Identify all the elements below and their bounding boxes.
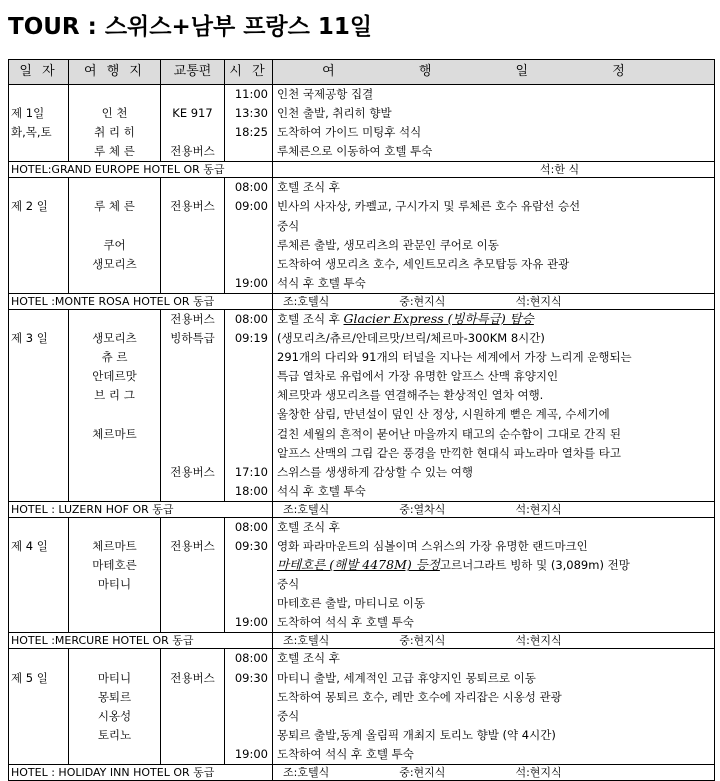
schedule-line: 호텔 조식 후 [277,180,340,195]
meal-2: 중:현지식 [399,294,446,308]
meal-3: 석:현지식 [515,294,562,308]
place-line [71,85,158,104]
hotel-name: HOTEL : LUZERN HOF OR 동급 [9,501,273,517]
schedule-line: 도착하여 몽퇴르 호수, 레만 호수에 자리잡은 시옹성 관광 [277,689,562,704]
place-line [71,178,158,197]
time-line [227,556,268,575]
place-line: 루 체 른 [94,199,135,214]
hotel-row [9,765,715,781]
day-row [9,649,715,765]
hotel-name: HOTEL:GRAND EUROPE HOTEL OR 동급 [9,162,273,178]
day-row [9,309,715,501]
time-line [227,348,268,367]
place-line: 생모리츠 [92,331,137,346]
transport-line [163,575,222,594]
day-line [11,405,66,424]
place-line [71,444,158,463]
hotel-name: HOTEL : HOLIDAY INN HOTEL OR 동급 [9,765,273,781]
meals [273,293,715,309]
schedule-line: 중식 [277,708,300,723]
place-line [71,613,158,632]
meal-2: 중:열차식 [399,502,446,516]
page-title: TOUR : 스위스+남부 프랑스 11일 [8,14,373,40]
place-line: 체르마트 [92,538,137,553]
transport-line: 전용버스 [170,311,215,326]
transport-line: 전용버스 [170,670,215,685]
place-line: 인 천 [101,106,128,121]
schedule-suffix: 고르너그라트 빙하 및 (3,089m) 전망 [439,558,630,573]
time-line: 19:00 [234,746,268,761]
time-line [227,425,268,444]
transport-line [163,649,222,668]
schedule-line: 마테호른 출발, 마티니로 이동 [277,596,425,611]
place-line [71,594,158,613]
day-row [9,517,715,633]
header-schedule: 여 행 일 정 [273,60,715,85]
schedule-highlight: Glacier Express (빙하특급) 탑승 [343,310,534,326]
time-line: 09:00 [234,199,268,214]
transport-line [163,178,222,197]
schedule-line: 걸친 세월의 흔적이 묻어난 마을까지 태고의 순수함이 그대로 간직 된 [277,426,621,441]
transport-line [163,707,222,726]
place-line: 안데르맛 [92,369,137,384]
day-row [9,85,715,162]
schedule-line: 인천 출발, 취리히 향발 [277,106,392,121]
hotel-row [9,633,715,649]
meals [273,162,715,178]
day-line: 제 1일 [11,106,45,121]
day-line [11,444,66,463]
time-line: 09:30 [234,538,268,553]
day-line [11,310,66,329]
time-line: 18:00 [234,483,268,498]
time-line: 08:00 [234,519,268,534]
schedule-line: 루체른 출발, 생모리츠의 관문인 쿠어로 이동 [277,237,499,252]
meals [273,501,715,517]
schedule-line: 마티니 출발, 세계적인 고급 휴양지인 몽퇴르로 이동 [277,670,536,685]
place-line [71,217,158,236]
time-line: 13:30 [234,106,268,121]
time-line: 08:00 [234,651,268,666]
time-line [227,707,268,726]
day-line [11,649,66,668]
transport-line: 전용버스 [170,538,215,553]
day-line [11,518,66,537]
place-line: 브 리 그 [94,388,135,403]
schedule-line: 특급 열차로 유럽에서 가장 유명한 알프스 산맥 휴양지인 [277,369,559,384]
meals [273,633,715,649]
header-time: 시 간 [225,60,273,85]
transport-line [163,85,222,104]
place-line: 몽퇴르 [97,689,132,704]
transport-line [163,726,222,745]
hotel-name: HOTEL :MERCURE HOTEL OR 동급 [9,633,273,649]
time-line: 09:30 [234,670,268,685]
header-row [9,60,715,85]
time-line [227,142,268,161]
place-line: 시옹성 [97,708,132,723]
transport-line: 전용버스 [170,464,215,479]
time-line [227,444,268,463]
time-line: 08:00 [234,180,268,195]
transport-line: 전용버스 [170,144,215,159]
schedule-line: 도착하여 석식 후 호텔 투숙 [277,615,414,630]
place-line: 생모리츠 [92,256,137,271]
place-line [71,518,158,537]
hotel-row [9,293,715,309]
transport-line [163,367,222,386]
day-line [11,255,66,274]
schedule-line: 중식 [277,218,300,233]
time-line: 11:00 [234,87,268,101]
transport-line [163,556,222,575]
place-line: 루 체 른 [94,144,135,159]
meal-2: 중:현지식 [399,634,446,648]
hotel-row [9,501,715,517]
day-line [11,142,66,161]
day-line [11,726,66,745]
time-line: 19:00 [234,615,268,630]
place-line [71,405,158,424]
day-line [11,613,66,632]
schedule-line: 석식 후 호텔 투숙 [277,275,366,290]
transport-line [163,444,222,463]
place-line [71,745,158,764]
day-line: 화,목,토 [11,125,52,140]
schedule-line: 291개의 다리와 91개의 터널을 지나는 세계에서 가장 느리게 운행되는 [277,350,632,365]
place-line [71,310,158,329]
schedule-line: 호텔 조식 후 [277,519,340,534]
schedule-line: 체르맛과 생모리츠를 연결해주는 환상적인 열차 여행. [277,388,544,403]
schedule-line [277,310,712,329]
schedule-line: 중식 [277,577,300,592]
transport-line [163,255,222,274]
day-row [9,178,715,294]
transport-line: KE 917 [172,106,213,121]
place-line: 츄 르 [101,350,128,365]
time-line [227,405,268,424]
transport-line [163,745,222,764]
schedule-line: 빈사의 사자상, 카펠교, 구시가지 및 루체른 호수 유람선 승선 [277,199,581,214]
time-line [227,217,268,236]
itinerary-table [8,59,715,781]
day-line [11,707,66,726]
day-line: 제 3 일 [11,331,48,346]
transport-line: 빙하특급 [170,331,215,346]
transport-line [163,236,222,255]
time-line [227,688,268,707]
transport-line: 전용버스 [170,199,215,214]
meal-1: 조:호텔식 [283,634,330,648]
schedule-line [277,556,712,575]
day-line [11,463,66,482]
schedule-line: 몽퇴르 출발,동계 올림픽 개최지 토리노 향발 (약 4시간) [277,727,556,742]
time-line [227,255,268,274]
transport-line [163,123,222,142]
time-line: 19:00 [234,275,268,290]
time-line: 18:25 [234,125,268,140]
day-line [11,386,66,405]
time-line: 17:10 [234,464,268,479]
schedule-highlight: 마테호른 (해발 4478M) 등정 [277,557,440,573]
schedule-line: 알프스 산맥의 그림 같은 풍경을 만끽한 현대식 파노라마 열차를 타고 [277,445,621,460]
place-line: 토리노 [97,727,132,742]
meals [273,765,715,781]
schedule-line: 루체른으로 이동하여 호텔 투숙 [277,144,433,159]
header-day: 일 자 [9,60,69,85]
schedule-line: 호텔 조식 후 [277,651,340,666]
transport-line [163,518,222,537]
day-line [11,85,66,104]
meal-3: 석:현지식 [515,766,562,779]
day-line [11,274,66,293]
day-line [11,745,66,764]
schedule-line: 도착하여 가이드 미팅후 석식 [277,125,422,140]
meal-1: 조:호텔식 [283,502,330,516]
transport-line [163,425,222,444]
hotel-name: HOTEL :MONTE ROSA HOTEL OR 동급 [9,293,273,309]
time-line [227,594,268,613]
transport-line [163,274,222,293]
day-line [11,217,66,236]
transport-line [163,386,222,405]
transport-line [163,482,222,501]
meal-1: 조:호텔식 [283,294,330,308]
hotel-row [9,162,715,178]
time-line: 08:00 [234,311,268,326]
schedule-prefix: 호텔 조식 후 [277,311,344,326]
day-line: 제 5 일 [11,670,48,685]
schedule-line: 도착하여 생모리츠 호수, 세인트모리츠 추모탑등 자유 관광 [277,256,570,271]
place-line [71,649,158,668]
schedule-line: 울창한 삼림, 만년설이 덮인 산 정상, 시원하게 뻗은 계곡, 수세기에 [277,407,610,422]
place-line [71,482,158,501]
meal-3: 석:현지식 [515,634,562,648]
transport-line [163,594,222,613]
time-line [227,726,268,745]
schedule-line: 도착하여 석식 후 호텔 투숙 [277,746,414,761]
transport-line [163,688,222,707]
time-line: 09:19 [234,331,268,346]
transport-line [163,217,222,236]
day-line [11,594,66,613]
day-line [11,425,66,444]
schedule-line: 석식 후 호텔 투숙 [277,483,366,498]
header-transport: 교통편 [161,60,225,85]
place-line [71,274,158,293]
time-line [227,386,268,405]
schedule-line: (생모리츠/츄르/안데르맛/브릭/체르마-300KM 8시간) [277,331,545,346]
day-line [11,556,66,575]
meal-1: 조:호텔식 [283,766,330,779]
day-line [11,688,66,707]
place-line: 취 리 히 [94,125,135,140]
day-line [11,482,66,501]
meal-3: 석:현지식 [515,502,562,516]
place-line [71,463,158,482]
place-line: 쿠어 [103,237,126,252]
day-line [11,575,66,594]
place-line: 마테호른 [92,558,137,573]
time-line [227,575,268,594]
day-line [11,348,66,367]
time-line [227,236,268,255]
meal-2: 중:현지식 [399,766,446,779]
transport-line [163,613,222,632]
place-line: 마티니 [97,577,132,592]
place-line: 체르마트 [92,426,137,441]
day-line: 제 4 일 [11,538,48,553]
header-place: 여 행 지 [69,60,161,85]
day-line [11,236,66,255]
day-line [11,178,66,197]
meal-3: 석:한 식 [540,163,580,177]
day-line: 제 2 일 [11,199,48,214]
schedule-line: 인천 국제공항 집결 [277,87,374,101]
day-line [11,367,66,386]
place-line: 마티니 [97,670,132,685]
transport-line [163,348,222,367]
schedule-line: 스위스를 생생하게 감상할 수 있는 여행 [277,464,474,479]
schedule-line: 영화 파라마운트의 심볼이며 스위스의 가장 유명한 랜드마크인 [277,538,588,553]
time-line [227,367,268,386]
transport-line [163,405,222,424]
